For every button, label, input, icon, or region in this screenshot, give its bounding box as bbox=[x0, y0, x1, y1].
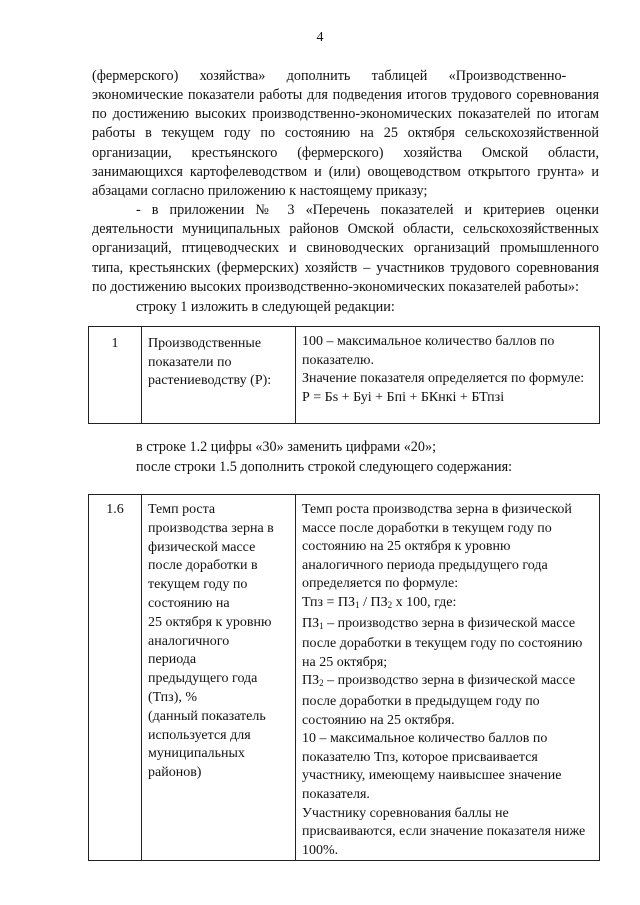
name-line: (Тпз), % bbox=[148, 689, 198, 705]
intro-paragraph-3: строку 1 изложить в следующей редакции: bbox=[136, 299, 395, 315]
name-line: периода bbox=[148, 652, 197, 668]
name-line: районов) bbox=[148, 765, 202, 781]
description-formula: Р = Бs + Буi + Бпi + БКнкi + БТпзi bbox=[302, 389, 505, 405]
name-line: после доработки в bbox=[148, 558, 258, 574]
name-line: аналогичного bbox=[148, 633, 230, 649]
description-pz1: $ПЗ_1$ – производство зерна в физической массе после доработки в текущем году по состоянию на 25 октября; bbox=[302, 615, 583, 670]
indicator-name-cell bbox=[142, 327, 296, 424]
table-row-1 bbox=[88, 326, 600, 424]
description-formula: Тпз = $ПЗ_1 / ПЗ_2$ х 100, где: bbox=[302, 594, 457, 610]
description-formula-label: Значение показателя определяется по формуле: bbox=[302, 371, 585, 387]
name-line: предыдущего года bbox=[148, 671, 258, 687]
name-line: (данный показатель bbox=[148, 708, 266, 724]
description-intro: Темп роста производства зерна в физической массе после доработки в текущем году по состоянию на 25 октября к уровню аналогичного периода предыдущего года определяется по формуле: bbox=[302, 502, 572, 592]
intro-paragraph-1: экономические показатели работы для подведения итогов трудового соревнования по достижению высоких производственно-экономических показателей по итогам работы в текущем году по состоянию на 25 октября сельскохозяйственной организации, крестьянского (фермерского) хозяйства Омской области, занимающихся картофелеводством и (или) овощеводством открытого грунта» и абзацами согласно приложению к настоящему приказу; bbox=[92, 87, 599, 200]
name-line: физической массе bbox=[148, 539, 256, 555]
indicator-description-cell bbox=[296, 495, 600, 861]
name-line: используется для bbox=[148, 727, 251, 743]
middle-line-1: в строке 1.2 цифры «30» заменить цифрами «20»; bbox=[136, 439, 437, 455]
row-number: 1.6 bbox=[106, 502, 124, 517]
indicator-description-cell bbox=[296, 327, 600, 424]
description-max-points: 10 – максимальное количество баллов по показателю Тпз, которое присваивается участнику, имеющему наивысшее значение показателя. bbox=[302, 731, 562, 802]
row-number-cell bbox=[89, 327, 142, 424]
intro-line-1: (фермерского) хозяйства» дополнить таблицей «Производственно- bbox=[92, 68, 567, 84]
table-row-1-6 bbox=[88, 494, 600, 861]
name-line: состоянию на bbox=[148, 595, 230, 611]
middle-line-2: после строки 1.5 дополнить строкой следующего содержания: bbox=[136, 459, 513, 475]
name-line: текущем году по bbox=[148, 577, 248, 593]
row-number-cell bbox=[89, 495, 142, 861]
description-condition: Участнику соревнования баллы не присваиваются, если значение показателя ниже 100%. bbox=[302, 805, 586, 858]
name-line: Темп роста bbox=[148, 502, 216, 517]
indicator-name-cell bbox=[142, 495, 296, 861]
row-number: 1 bbox=[111, 336, 119, 351]
name-line: 25 октября к уровню bbox=[148, 614, 272, 630]
description-pz2: $ПЗ_2$ – производство зерна в физической массе после доработки в предыдущем году по состоянию на 25 октября. bbox=[302, 673, 576, 728]
page-number: 4 bbox=[316, 30, 324, 45]
indicator-name: Производственные показатели по растениеводству (Р): bbox=[148, 336, 272, 389]
intro-paragraph-2: - в приложении № 3 «Перечень показателей и критериев оценки деятельности муниципальных районов Омской области, сельскохозяйственных организаций, птицеводческих и свиноводческих организаций промышленного типа, крестьянских (фермерских) хозяйств – участников трудового соревнования по достижению высоких производственно-экономических показателей работы»: bbox=[92, 202, 599, 295]
name-line: муниципальных bbox=[148, 746, 245, 762]
name-line: производства зерна в bbox=[148, 520, 274, 536]
description-max-points: 100 – максимальное количество баллов по показателю. bbox=[302, 334, 555, 368]
